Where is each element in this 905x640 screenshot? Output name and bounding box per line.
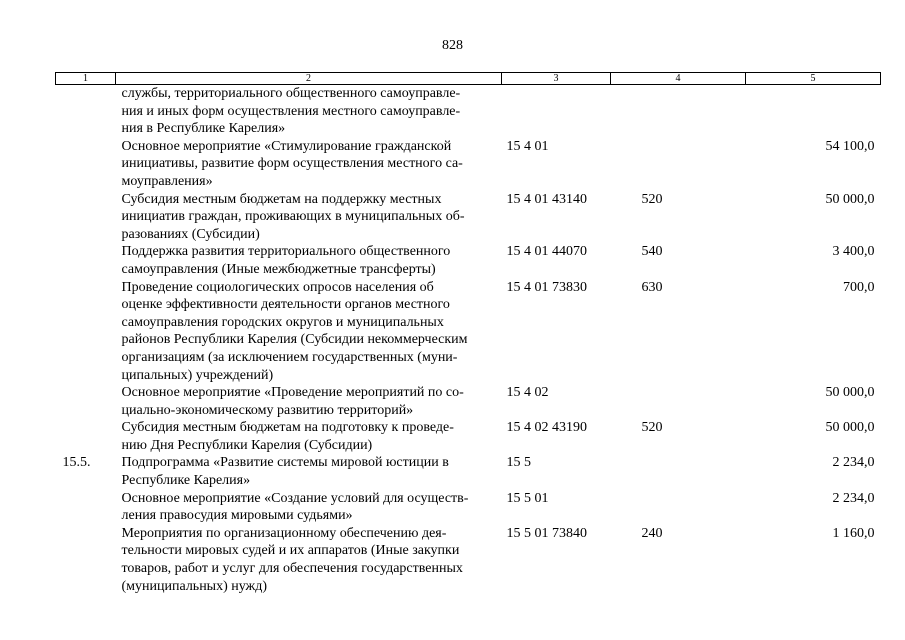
table-row xyxy=(56,454,881,489)
row-expense-type: 240 xyxy=(641,525,663,541)
row-name-line: Подпрограмма «Развитие системы мировой юстиции в xyxy=(121,455,449,471)
row-name xyxy=(116,243,502,278)
row-amount: 50 000,0 xyxy=(825,191,875,207)
row-amount: 2 234,0 xyxy=(832,490,875,506)
row-expense-type: 520 xyxy=(641,191,663,207)
row-code: 15 4 02 xyxy=(506,385,549,401)
row-amount: 700,0 xyxy=(843,279,875,295)
row-amount: 50 000,0 xyxy=(825,385,875,401)
row-name-line: Проведение социологических опросов населения об xyxy=(121,279,434,295)
budget-table xyxy=(55,72,881,595)
row-name-line: Основное мероприятие «Стимулирование гражданской xyxy=(121,138,452,154)
row-code: 15 5 xyxy=(506,455,531,471)
row-amount xyxy=(746,85,881,138)
row-expense-type xyxy=(611,454,746,489)
row-name-line: оценке эффективности деятельности органов местного xyxy=(121,297,450,313)
row-code: 15 4 01 43140 xyxy=(506,191,587,207)
row-name-line: товаров, работ и услуг для обеспечения государственных xyxy=(121,561,463,577)
table-row xyxy=(56,279,881,385)
row-name xyxy=(116,490,502,525)
row-name-line: организациям (за исключением государственных (муни- xyxy=(121,349,458,365)
row-amount: 50 000,0 xyxy=(825,420,875,436)
row-code xyxy=(502,85,611,138)
row-number xyxy=(56,138,116,191)
row-number xyxy=(56,525,116,595)
row-name xyxy=(116,419,502,454)
row-name-line: ципальных) учреждений) xyxy=(121,367,274,383)
row-name-line: (муниципальных) нужд) xyxy=(121,578,268,594)
row-expense-type xyxy=(611,490,746,525)
row-name xyxy=(116,384,502,419)
row-name-line: разованиях (Субсидии) xyxy=(121,226,260,242)
row-name xyxy=(116,454,502,489)
row-name-line: Субсидия местным бюджетам на подготовку к проведе- xyxy=(121,420,454,436)
row-name-line: самоуправления городских округов и муниципальных xyxy=(121,314,444,330)
row-code: 15 4 01 44070 xyxy=(506,244,587,260)
table-row xyxy=(56,384,881,419)
row-name-line: Субсидия местным бюджетам на поддержку местных xyxy=(121,191,442,207)
row-name-line: самоуправления (Иные межбюджетные трансферты) xyxy=(121,261,436,277)
row-code: 15 4 01 73830 xyxy=(506,279,587,295)
row-name-line: Мероприятия по организационному обеспечению дея- xyxy=(121,525,447,541)
row-name-line: Основное мероприятие «Проведение мероприятий по со- xyxy=(121,385,464,401)
row-amount: 2 234,0 xyxy=(832,455,875,471)
table-row xyxy=(56,490,881,525)
row-code: 15 4 02 43190 xyxy=(506,420,587,436)
row-number: 15.5. xyxy=(62,455,91,471)
row-name-line: ния и иных форм осуществления местного самоуправле- xyxy=(121,103,461,119)
row-number xyxy=(56,191,116,244)
header-row xyxy=(56,73,881,85)
row-expense-type: 520 xyxy=(641,420,663,436)
row-name-line: ления правосудия мировыми судьями» xyxy=(121,508,353,524)
row-expense-type xyxy=(611,138,746,191)
row-amount: 3 400,0 xyxy=(832,244,875,260)
row-name-line: ния в Республике Карелия» xyxy=(121,121,286,137)
row-number xyxy=(56,384,116,419)
row-name-line: циально-экономическому развитию территорий» xyxy=(121,402,414,418)
table-row xyxy=(56,525,881,595)
row-name xyxy=(116,525,502,595)
header-col-5: 5 xyxy=(746,73,881,85)
header-col-4: 4 xyxy=(611,73,746,85)
row-code: 15 5 01 xyxy=(506,490,549,506)
table-row xyxy=(56,419,881,454)
table-body xyxy=(56,85,881,596)
row-name xyxy=(116,138,502,191)
row-amount: 54 100,0 xyxy=(825,138,875,154)
table-header xyxy=(56,73,881,85)
row-expense-type: 630 xyxy=(641,279,663,295)
row-expense-type: 540 xyxy=(641,244,663,260)
page-number: 828 xyxy=(442,38,463,53)
row-name-line: Республике Карелия» xyxy=(121,473,251,489)
row-number xyxy=(56,243,116,278)
row-name-line: службы, территориального общественного самоуправле- xyxy=(121,86,461,101)
row-number xyxy=(56,85,116,138)
row-name-line: нию Дня Республики Карелия (Субсидии) xyxy=(121,437,373,453)
row-name-line: районов Республики Карелия (Субсидии некоммерческим xyxy=(121,332,468,348)
row-name-line: инициатив граждан, проживающих в муниципальных об- xyxy=(121,209,465,225)
row-number xyxy=(56,419,116,454)
row-name-line: тельности мировых судей и их аппаратов (Иные закупки xyxy=(121,543,460,559)
row-amount: 1 160,0 xyxy=(832,525,875,541)
table-row xyxy=(56,243,881,278)
row-name xyxy=(116,191,502,244)
header-col-1: 1 xyxy=(56,73,116,85)
header-col-2: 2 xyxy=(116,73,502,85)
row-expense-type xyxy=(611,85,746,138)
row-expense-type xyxy=(611,384,746,419)
row-code: 15 5 01 73840 xyxy=(506,525,587,541)
row-number xyxy=(56,279,116,385)
header-col-3: 3 xyxy=(502,73,611,85)
row-name-line: моуправления» xyxy=(121,173,213,189)
table-row xyxy=(56,85,881,138)
row-name xyxy=(116,85,502,138)
row-name-line: инициативы, развитие форм осуществления местного са- xyxy=(121,156,463,172)
row-name-line: Поддержка развития территориального общественного xyxy=(121,244,451,260)
row-code: 15 4 01 xyxy=(506,138,549,154)
table-row xyxy=(56,191,881,244)
table-row xyxy=(56,138,881,191)
row-name xyxy=(116,279,502,385)
row-name-line: Основное мероприятие «Создание условий для осуществ- xyxy=(121,490,469,506)
row-number xyxy=(56,490,116,525)
